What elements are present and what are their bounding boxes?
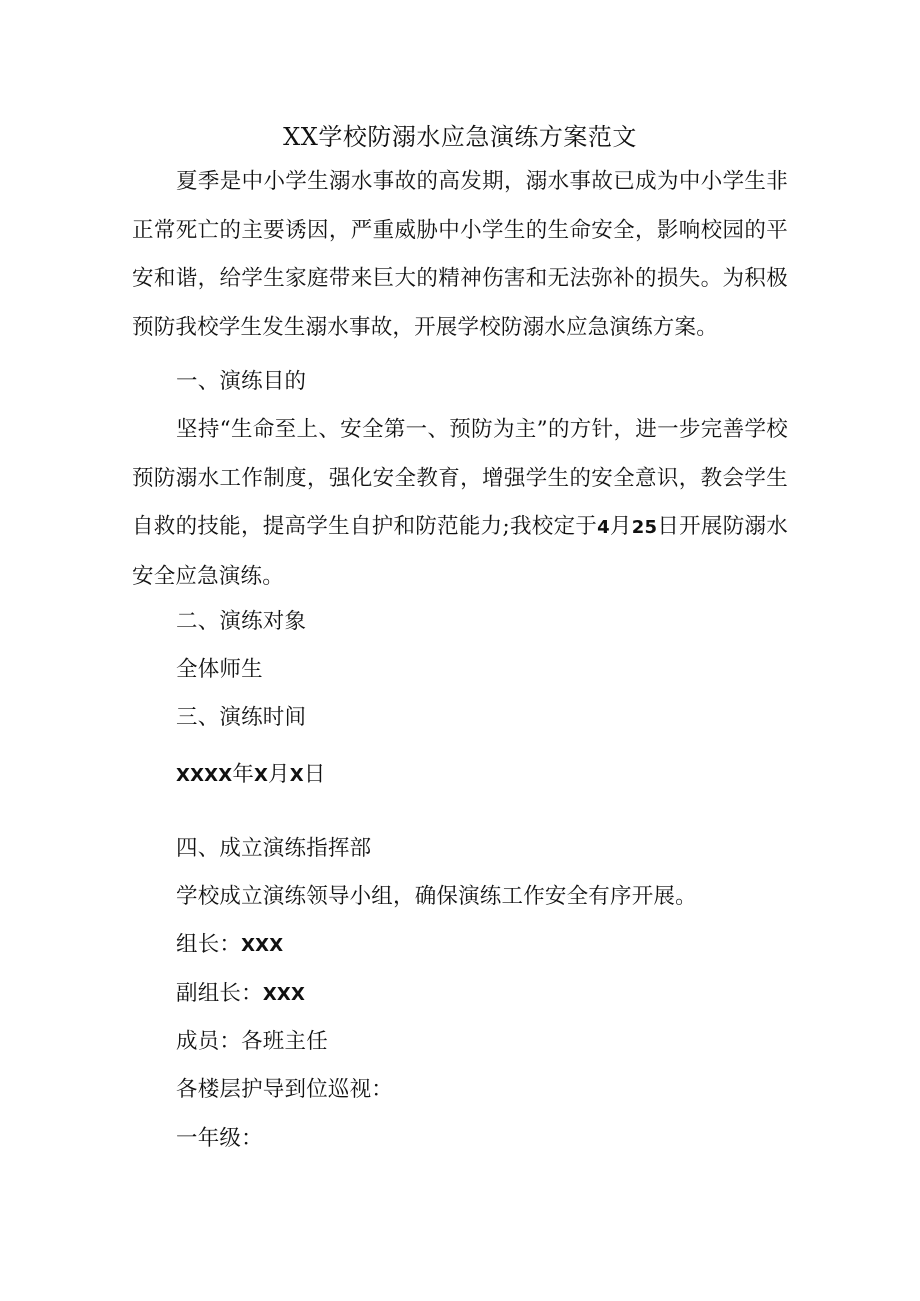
section3-heading: 三、演练时间	[176, 705, 307, 730]
intro-paragraph: 夏季是中小学生溺水事故的高发期，溺水事故已成为中小学生非正常死亡的主要诱因，严重威胁中小学生的生命安全，影响校园的平安和谐，给学生家庭带来巨大的精神伤害和无法弥补的损失。为积极预防我校学生发生溺水事故，开展学校防溺水应急演练方案。	[132, 169, 788, 340]
section4-body: 学校成立演练领导小组，确保演练工作安全有序开展。	[176, 884, 697, 909]
section1-text-part1: 坚持“生命至上、安全第一、预防为主”的方针，进一步完善学校预防溺水工作制度，强化安全教育，增强学生的安全意识，教会学生自救的技能，提高学生自护和防范能力;我校定于	[132, 417, 788, 539]
section1-heading: 一、演练目的	[176, 369, 307, 394]
leader-line	[176, 930, 283, 961]
drill-date-day-unit: 日	[303, 762, 326, 787]
drill-month: 4	[597, 517, 610, 538]
leader-label: 组长：	[176, 932, 242, 957]
document-title: XX学校防溺水应急演练方案范文	[283, 123, 637, 151]
patrol-line: 各楼层护导到位巡视：	[176, 1077, 394, 1102]
drill-date-day: X	[289, 765, 304, 786]
drill-month-unit: 月	[609, 514, 632, 539]
deputy-value: XXX	[262, 984, 306, 1005]
section1-text-part2: 日开展防溺水安全应急演练。	[132, 514, 789, 589]
drill-date-year: XXXX	[176, 765, 233, 786]
members-line: 成员：各班主任	[176, 1029, 328, 1054]
drill-date-month: X	[254, 765, 269, 786]
leader-value: XXX	[241, 935, 284, 956]
section2-body: 全体师生	[176, 657, 263, 682]
drill-day: 25	[631, 517, 658, 538]
section2-heading: 二、演练对象	[176, 609, 307, 634]
section4-heading: 四、成立演练指挥部	[176, 836, 372, 861]
deputy-label: 副组长：	[176, 981, 263, 1006]
drill-date	[176, 760, 326, 791]
deputy-line	[176, 979, 305, 1010]
drill-date-year-unit: 年	[232, 762, 255, 787]
drill-date-month-unit: 月	[268, 762, 290, 787]
grade1-line: 一年级：	[176, 1126, 263, 1151]
section1-paragraph	[132, 406, 788, 601]
